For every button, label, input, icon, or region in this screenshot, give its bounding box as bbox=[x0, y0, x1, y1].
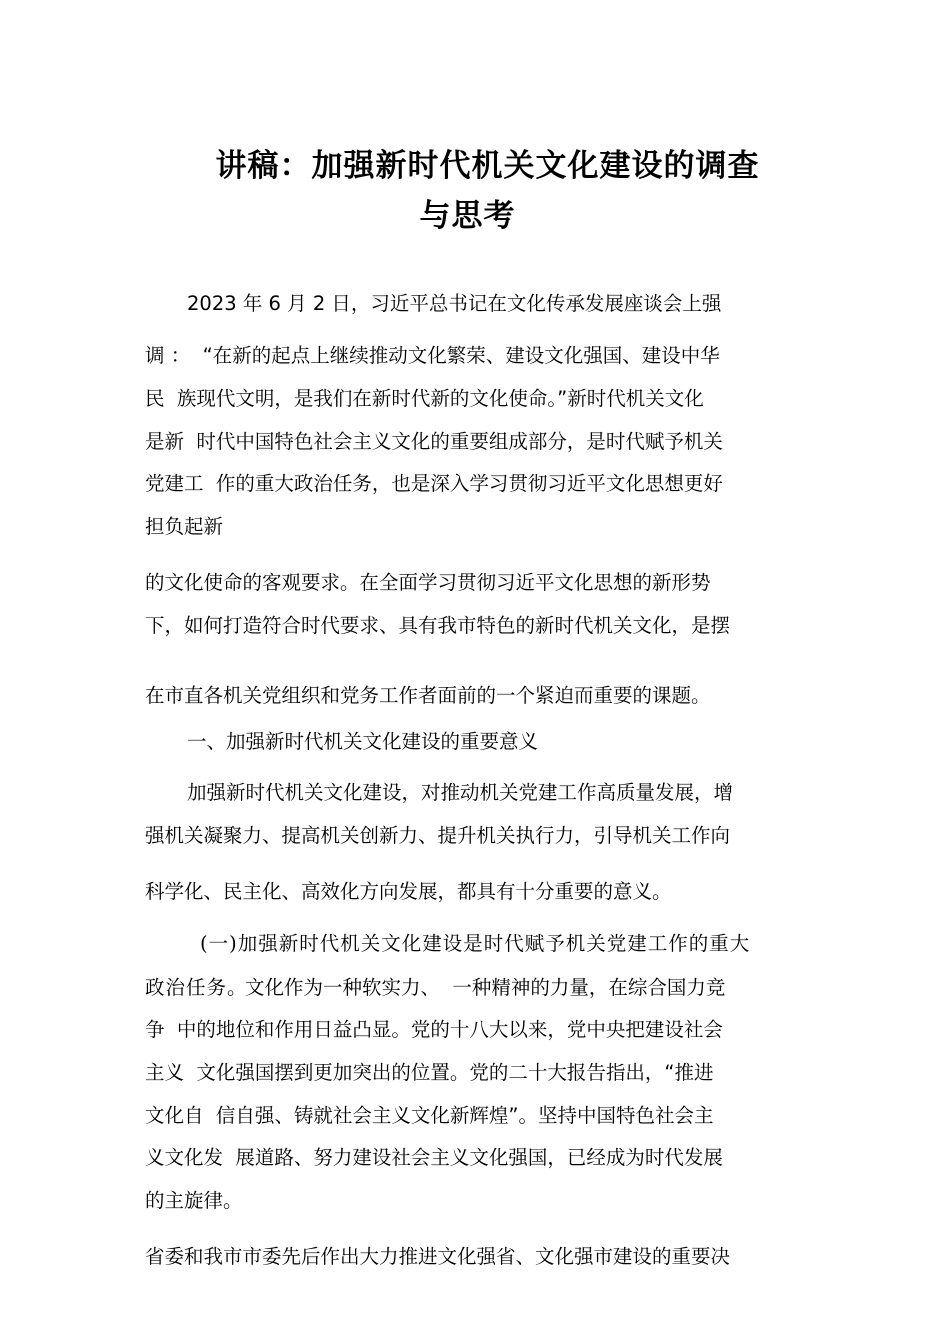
paragraph-line: 下，如何打造符合时代要求、具有我市特色的新时代机关文化，是摆 bbox=[145, 614, 731, 637]
paragraph-line: 是新 时代中国特色社会主义文化的重要组成部分，是时代赋予机关 bbox=[145, 430, 723, 453]
paragraph-line: 争 中的地位和作用日益凸显。党的十八大以来，党中央把建设社会 bbox=[145, 1018, 723, 1041]
paragraph-line: 强机关凝聚力、提高机关创新力、提升机关执行力，引导机关工作向 bbox=[145, 824, 731, 847]
paragraph-line: 主义 文化强国摆到更加突出的位置。党的二十大报告指出，“推进 bbox=[145, 1061, 714, 1084]
section-heading: 一、加强新时代机关文化建设的重要意义 bbox=[187, 730, 539, 753]
subsection-heading-cont: 政治任务。 bbox=[145, 976, 248, 999]
paragraph-line: 党建工 作的重大政治任务，也是深入学习贯彻习近平文化思想更好 bbox=[145, 472, 723, 495]
paragraph-line: 加强新时代机关文化建设，对推动机关党建工作高质量发展，增 bbox=[187, 781, 734, 804]
document-title-line-2: 与思考 bbox=[419, 198, 516, 234]
paragraph-line: 担负起新 bbox=[145, 515, 224, 538]
paragraph-line: 的文化使命的客观要求。在全面学习贯彻习近平文化思想的新形势 bbox=[145, 571, 711, 594]
paragraph-line: 文化作为一种软实力、 一种精神的力量，在综合国力竞 bbox=[245, 976, 726, 999]
paragraph-line: 省委和我市市委先后作出大力推进文化强省、文化强市建设的重要决 bbox=[145, 1245, 731, 1268]
paragraph-line: 民 族现代文明，是我们在新时代新的文化使命。”新时代机关文化 bbox=[145, 387, 704, 410]
paragraph-line: 2023 年 6 月 2 日，习近平总书记在文化传承发展座谈会上强 bbox=[187, 292, 722, 315]
paragraph-line: 科学化、民主化、高效化方向发展，都具有十分重要的意义。 bbox=[145, 880, 672, 903]
paragraph-line: 在市直各机关党组织和党务工作者面前的一个紧迫而重要的课题。 bbox=[145, 684, 711, 707]
paragraph-line: 文化自 信自强、铸就社会主义文化新辉煌”。坚持中国特色社会主 bbox=[145, 1104, 714, 1127]
document-title-line-1: 讲稿：加强新时代机关文化建设的调查 bbox=[215, 148, 760, 184]
subsection-heading: (一)加强新时代机关文化建设是时代赋予机关党建工作的重大 bbox=[200, 932, 751, 955]
paragraph-line: 义文化发 展道路、努力建设社会主义文化强国，已经成为时代发展 bbox=[145, 1146, 723, 1169]
paragraph-line: 调 ： “在新的起点上继续推动文化繁荣、建设文化强国、建设中华 bbox=[145, 344, 720, 367]
paragraph-line: 的主旋律。 bbox=[145, 1189, 243, 1212]
